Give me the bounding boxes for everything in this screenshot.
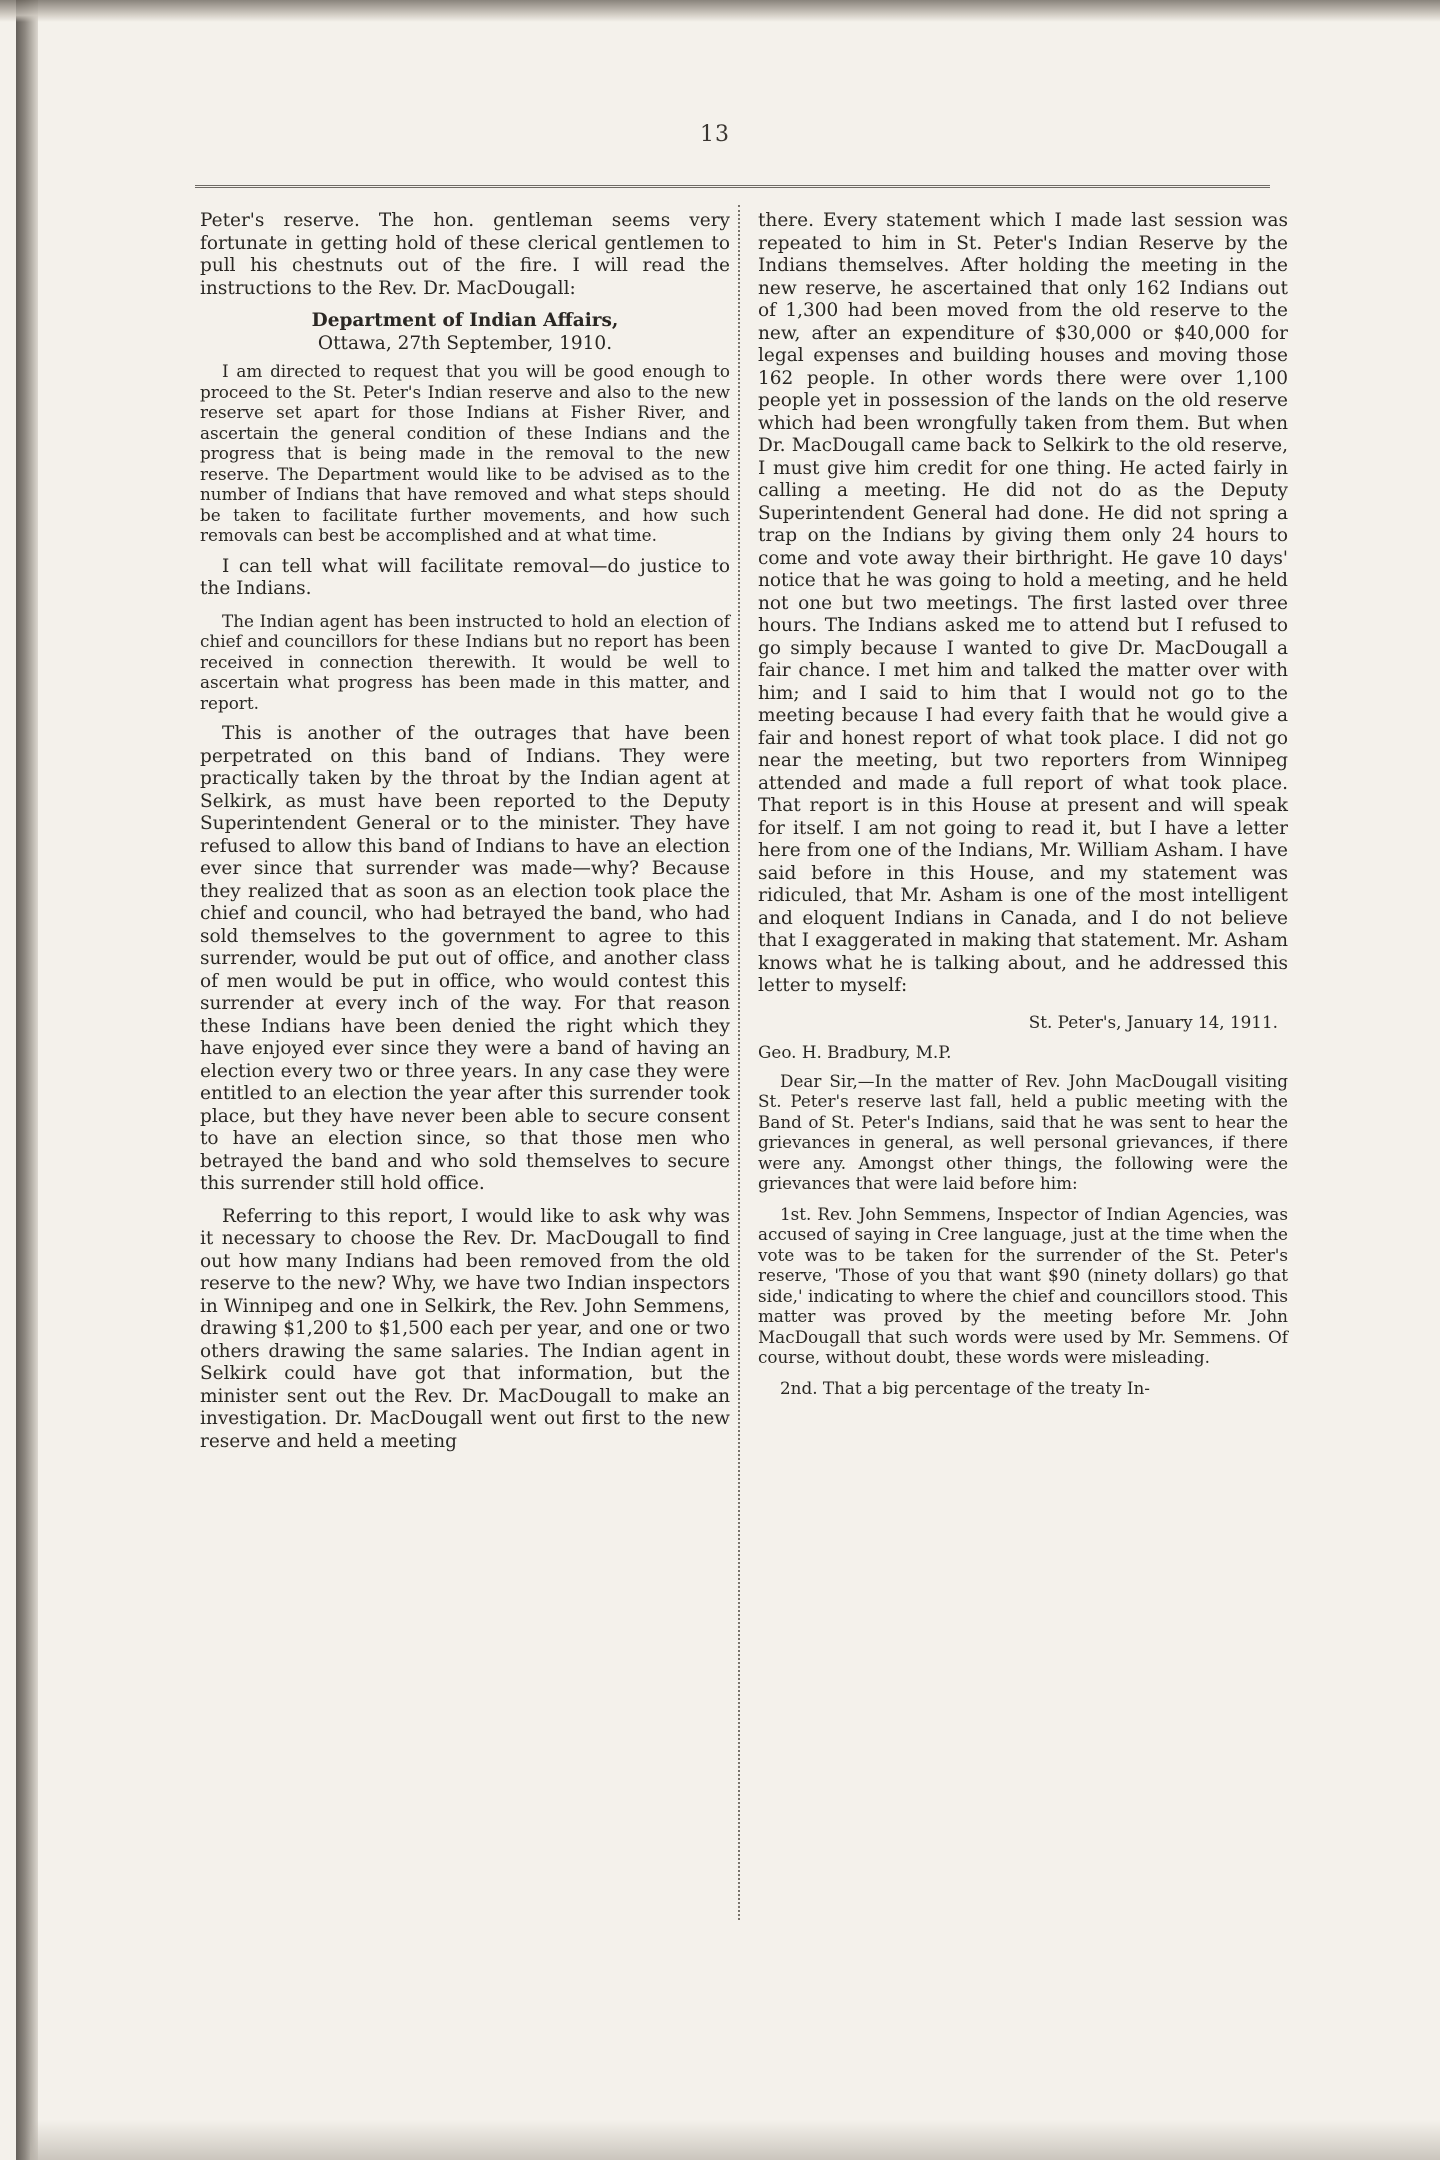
left-paragraph-4: Referring to this report, I would like to ask why was it necessary to choose the Rev. Dr. MacDougall to find out how many Indians had been removed from the old reserve to the new? Why, we have two Indian inspectors in Winnipeg and one in Selkirk, the Rev. John Semmens, drawing $1,200 to $1,500 each per year, and one or two others drawing the same salaries. The Indian agent in Selkirk could have got that information, but the minister sent out the Rev. Dr. MacDougall to make an investigation. Dr. MacDougall went out first to the new reserve and held a meeting xyxy=(200,1205,730,1452)
asham-letter-addressee: Geo. H. Bradbury, M.P. xyxy=(758,1042,952,1062)
quoted-letter-paragraph-1: I am directed to request that you will be good enough to proceed to the St. Peter's Indian reserve and also to the new reserve set apart for those Indians at Fisher River, and ascertain the general condition of these Indians and the progress that is being made in the removal to the new reserve. The Department would like to be advised as to the number of Indians that have removed and what steps should be taken to facilitate further movements, and how such removals can best be accomplished and at what time. xyxy=(200,361,730,545)
letter-place-date: Ottawa, 27th September, 1910. xyxy=(317,332,613,354)
right-column xyxy=(758,210,1288,1408)
asham-letter-dateline: St. Peter's, January 14, 1911. xyxy=(1028,1011,1278,1032)
binding-shadow xyxy=(16,0,38,2160)
left-paragraph-3: This is another of the outrages that have been perpetrated on this band of Indians. They were practically taken by the throat by the Indian agent at Selkirk, as must have been reported to the Deputy Superintendent General or to the minister. They have refused to allow this band of Indians to have an election ever since that surrender was made—why? Because they realized that as soon as an election took place the chief and council, who had betrayed the band, who had sold themselves to the government to agree to this surrender, would be put out of office, and another class of men would be put in office, who would contest this surrender at every inch of the way. For that reason these Indians have been denied the right which they have enjoyed ever since they were a band of having an election every two or three years. In any case they were entitled to an election the year after this surrender took place, but they have never been able to secure consent to have an election since, so that those men who betrayed the band and who sold themselves to secure this surrender still hold office. xyxy=(200,723,730,1194)
left-paragraph-2: I can tell what will facilitate removal—do justice to the Indians. xyxy=(200,555,730,599)
asham-letter-paragraph-1: Dear Sir,—In the matter of Rev. John MacDougall visiting St. Peter's reserve last fall, held a public meeting with the Band of St. Peter's Indians, said that he was sent to hear the grievances in general, as well personal grievances, if there were any. Amongst other things, the following were the grievances that were laid before him: xyxy=(758,1070,1288,1193)
letter-heading: Department of Indian Affairs, xyxy=(311,310,619,331)
asham-letter-paragraph-2: 1st. Rev. John Semmens, Inspector of Indian Agencies, was accused of saying in Cree language, just at the time when the vote was to be taken for the surrender of the St. Peter's reserve, 'Those of you that want $90 (ninety dollars) go that side,' indicating to where the chief and councillors stood. This matter was proved by the meeting before Mr. John MacDougall that such words were used by Mr. Semmens. Of course, without doubt, these words were misleading. xyxy=(758,1203,1288,1367)
quoted-letter-paragraph-2: The Indian agent has been instructed to hold an election of chief and councillors for these Indians but no report has been received in connection therewith. It would be well to ascertain what progress has been made in this matter, and report. xyxy=(200,610,730,713)
top-edge-shadow xyxy=(0,0,1440,22)
left-paragraph-1: Peter's reserve. The hon. gentleman seems very fortunate in getting hold of these clerical gentlemen to pull his chestnuts out of the fire. I will read the instructions to the Rev. Dr. MacDougall: xyxy=(200,210,730,299)
bottom-edge-shadow xyxy=(30,2120,1440,2160)
column-divider xyxy=(738,205,740,1920)
header-rule xyxy=(195,185,1270,188)
page-number: 13 xyxy=(700,122,730,147)
asham-letter-paragraph-3: 2nd. That a big percentage of the treaty In- xyxy=(780,1377,1150,1398)
left-column xyxy=(200,210,730,1463)
right-paragraph-1: there. Every statement which I made last session was repeated to him in St. Peter's Indian Reserve by the Indians themselves. After holding the meeting in the new reserve, he ascertained that only 162 Indians out of 1,300 had been moved from the old reserve to the new, after an expenditure of $30,000 or $40,000 for legal expenses and building houses and moving those 162 people. In other words there were over 1,100 people yet in possession of the lands on the old reserve which had been wrongfully taken from them. But when Dr. MacDougall came back to Selkirk to the old reserve, I must give him credit for one thing. He acted fairly in calling a meeting. He did not do as the Deputy Superintendent General had done. He did not spring a trap on the Indians by giving them only 24 hours to come and vote away their birthright. He gave 10 days' notice that he was going to hold a meeting, and he held not one but two meetings. The first lasted over three hours. The Indians asked me to attend but I refused to go simply because I wanted to give Dr. MacDougall a fair chance. I met him and talked the matter over with him; and I said to him that I would not go to the meeting because I had every faith that he would give a fair and honest report of what took place. I did not go near the meeting, but two reporters from Winnipeg attended and made a full report of what took place. That report is in this House at present and will speak for itself. I am not going to read it, but I have a letter here from one of the Indians, Mr. William Asham. I have said before in this House, and my statement was ridiculed, that Mr. Asham is one of the most intelligent and eloquent Indians in Canada, and I do not believe that I exaggerated in making that statement. Mr. Asham knows what he is talking about, and he addressed this letter to myself: xyxy=(758,210,1288,996)
